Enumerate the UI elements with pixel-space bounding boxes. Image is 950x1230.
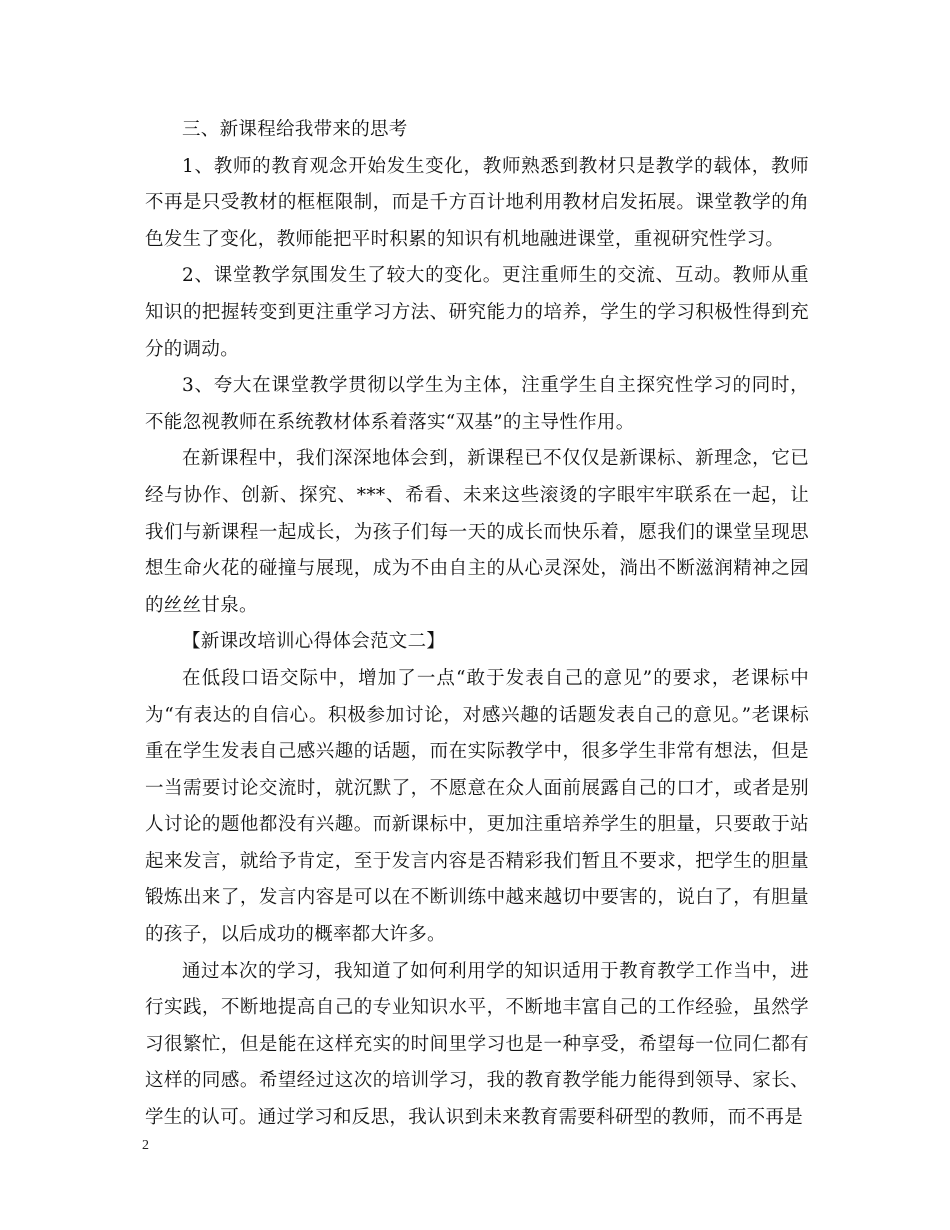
paragraph-summary: 在新课程中，我们深深地体会到，新课程已不仅仅是新课标、新理念，它已经与协作、创新、探究、***、希看、未来这些滚烫的字眼牢牢联系在一起，让我们与新课程一起成长，为孩子们每一天的成长而快乐着，愿我们的课堂呈现思想生命火花的碰撞与展现，成为不由自主的从心灵深处，淌出不断滋润精神之园的丝丝甘泉。: [145, 448, 809, 616]
paragraph-point-1: 1、教师的教育观念开始发生变化，教师熟悉到教材只是教学的载体，教师不再是只受教材的框框限制，而是千方百计地利用教材启发拓展。课堂教学的角色发生了变化，教师能把平时积累的知识有机地融进课堂，重视研究性学习。: [145, 155, 809, 250]
essay-two-title: 【新课改培训心得体会范文二】: [182, 631, 446, 653]
document-body: [145, 112, 809, 1137]
paragraph-oral-communication: 在低段口语交际中，增加了一点“敢于发表自己的意见”的要求，老课标中为“有表达的自信心。积极参加讨论，对感兴趣的话题发表自己的意见。”老课标重在学生发表自己感兴趣的话题，而在实际教学中，很多学生非常有想法，但是一当需要讨论交流时，就沉默了，不愿意在众人面前展露自己的口才，或者是别人讨论的题他都没有兴趣。而新课标中，更加注重培养学生的胆量，只要敢于站起来发言，就给予肯定，至于发言内容是否精彩我们暂且不要求，把学生的胆量锻炼出来了，发言内容是可以在不断训练中越来越切中要害的，说白了，有胆量的孩子，以后成功的概率都大许多。: [145, 667, 809, 946]
page-number: 2: [142, 1138, 149, 1153]
paragraph-point-2: 2、课堂教学氛围发生了较大的变化。更注重师生的交流、互动。教师从重知识的把握转变到更注重学习方法、研究能力的培养，学生的学习积极性得到充分的调动。: [145, 265, 809, 360]
paragraph-point-3: 3、夸大在课堂教学贯彻以学生为主体，注重学生自主探究性学习的同时，不能忽视教师在系统教材体系着落实“双基”的主导性作用。: [145, 375, 809, 433]
section-heading: 三、新课程给我带来的思考: [182, 119, 408, 140]
paragraph-learning-reflection: 通过本次的学习，我知道了如何利用学的知识适用于教育教学工作当中，进行实践，不断地提高自己的专业知识水平，不断地丰富自己的工作经验，虽然学习很繁忙，但是能在这样充实的时间里学习也是一种享受，希望每一位同仁都有这样的同感。希望经过这次的培训学习，我的教育教学能力能得到领导、家长、学生的认可。通过学习和反思，我认识到未来教育需要科研型的教师，而不再是: [145, 960, 809, 1129]
